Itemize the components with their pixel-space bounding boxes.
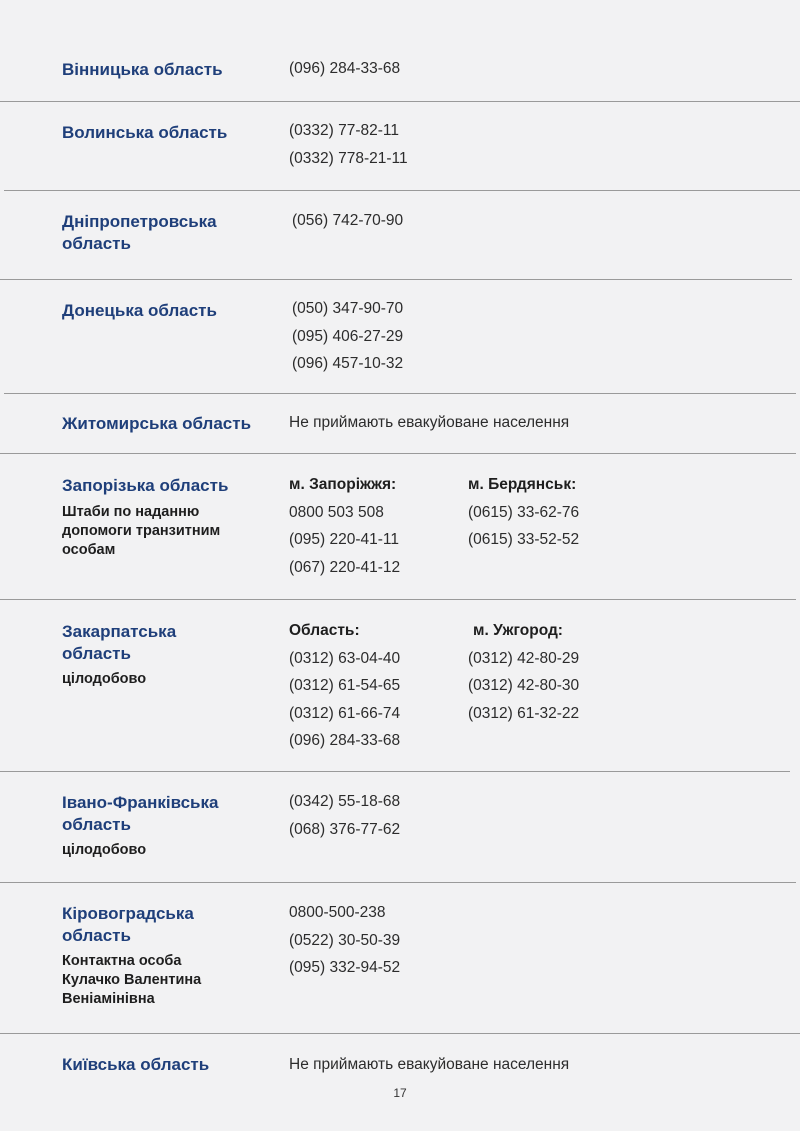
phone-number: (0332) 77-82-11 [289,122,400,139]
status-text-line: Не приймають евакуйоване населення [289,1056,570,1073]
column-header: м. Ужгород: [473,622,563,639]
status-text [289,409,569,437]
region-note-line: Веніамінівна [62,991,155,1007]
region-name [62,903,194,947]
region-note [62,503,220,560]
region-name-line: область [62,234,131,253]
phone-number: (056) 742-70-90 [292,212,404,229]
phone-number: (0312) 42-80-29 [468,649,580,667]
phone-number: (0312) 61-32-22 [468,704,580,722]
region-name-line: область [62,644,131,663]
phone-number: (067) 220-41-12 [289,558,401,576]
phone-number: (0615) 33-52-52 [468,531,580,548]
page-number: 17 [393,1086,407,1100]
divider [0,453,796,454]
phone-column-city [468,617,579,727]
region-name: Житомирська область [62,414,252,433]
phone-list [289,55,400,83]
region-name: Запорізька область [62,476,229,495]
phone-number: (0312) 61-54-65 [289,677,401,694]
phone-list [292,207,403,235]
region-name-line: область [62,926,131,945]
region-name: Донецька область [62,301,217,320]
phone-number: (095) 332-94-52 [289,959,401,976]
region-name-line: Закарпатська [62,622,177,641]
region-note-line: допомоги транзитним [62,523,221,539]
phone-column-city [289,471,400,581]
column-header: м. Запоріжжя: [289,476,397,493]
region-name: Вінницька область [62,60,223,79]
phone-number: (096) 284-33-68 [289,732,401,749]
region-note-line: особам [62,542,116,558]
region-note-line: Кулачко Валентина [62,972,202,988]
divider [0,1033,800,1034]
phone-list [289,899,400,982]
region-name [62,792,218,836]
divider [0,279,792,280]
phone-number: (0312) 61-66-74 [289,704,401,722]
divider [4,393,796,394]
divider [0,771,790,772]
region-name [62,211,217,255]
region-note: цілодобово [62,842,147,858]
region-name-line: Івано-Франківська [62,793,219,812]
region-note: цілодобово [62,671,147,687]
phone-number: (0312) 63-04-40 [289,649,401,667]
region-name: Київська область [62,1055,210,1074]
phone-list [289,117,408,172]
region-note-line: Штаби по наданню [62,504,200,520]
column-header: Область: [289,622,360,639]
phone-number: (096) 284-33-68 [289,60,401,77]
status-text-line: Не приймають евакуйоване населення [289,414,570,431]
divider [0,101,800,102]
phone-number: 0800 503 508 [289,503,384,521]
divider [0,882,796,883]
column-header: м. Бердянськ: [468,476,577,493]
phone-column-oblast [289,617,400,755]
region-name [62,621,176,665]
phone-number: (0332) 778-21-11 [289,149,408,167]
phone-number: 0800-500-238 [289,904,386,921]
phone-list [292,295,403,378]
phone-number: (0522) 30-50-39 [289,931,401,949]
phone-number: (0615) 33-62-76 [468,503,580,521]
region-name-line: Кіровоградська [62,904,194,923]
region-name: Волинська область [62,123,228,142]
status-text [289,1051,569,1079]
phone-number: (095) 220-41-11 [289,531,400,548]
divider [0,599,796,600]
phone-number: (0312) 42-80-30 [468,677,580,694]
region-note-line: Контактна особа [62,953,182,969]
phone-number: (095) 406-27-29 [292,327,404,345]
region-name-line: область [62,815,131,834]
phone-number: (096) 457-10-32 [292,355,404,372]
phone-column-city [468,471,579,554]
phone-number: (068) 376-77-62 [289,820,401,838]
phone-number: (050) 347-90-70 [292,300,404,317]
region-name-line: Дніпропетровська [62,212,217,231]
phone-number: (0342) 55-18-68 [289,793,401,810]
phone-list [289,788,400,843]
region-note [62,952,201,1009]
divider [4,190,800,191]
